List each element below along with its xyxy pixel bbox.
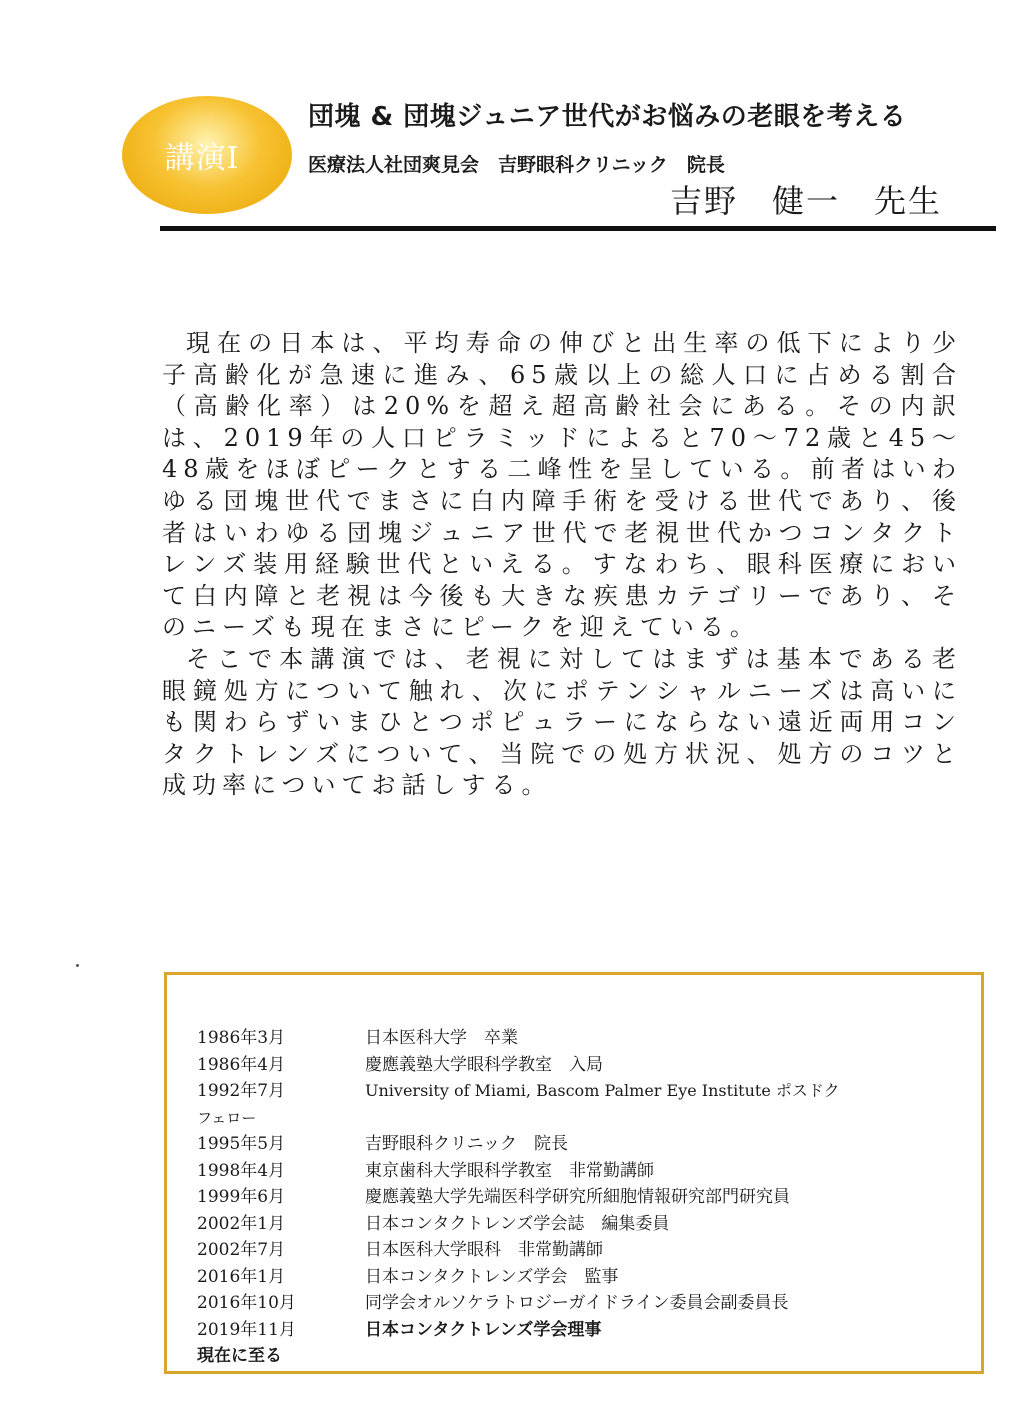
biography-list [197,1025,961,1370]
bio-desc: University of Miami, Bascom Palmer Eye Institute ポスドク [365,1081,840,1100]
bio-entry [197,1237,961,1264]
bio-date: 1986年4月 [197,1054,286,1075]
bio-entry-continuation [197,1105,961,1132]
bio-desc: 吉野眼科クリニック 院長 [365,1134,568,1154]
bio-entry [197,1264,961,1291]
bio-date: 1986年3月 [197,1028,286,1048]
bio-date: 2019年11月 [197,1319,296,1340]
header-divider [160,226,996,231]
bio-date: 1998年4月 [197,1160,286,1181]
bio-date: 1992年7月 [197,1081,286,1101]
bio-date: 1995年5月 [197,1134,286,1154]
bio-entry [197,1158,961,1185]
bio-date: 2002年1月 [197,1213,286,1234]
bio-entry [197,1211,961,1238]
bio-desc: 日本コンタクトレンズ学会理事 [365,1319,602,1340]
biography-box [164,972,984,1374]
abstract [162,328,962,802]
abstract-paragraph-1: 現在の日本は、平均寿命の伸びと出生率の低下により少子高齢化が急速に進み、65歳以上の総人口に占める割合（高齢化率）は20%を超え超高齢社会にある。その内訳は、2019年の人口ピラミッドによると70～72歳と45～48歳をほぼピークとする二峰性を呈している。前者はいわゆる団塊世代でまさに白内障手術を受ける世代であり、後者はいわゆる団塊ジュニア世代で老視世代かつコンタクトレンズ装用経験世代といえる。すなわち、眼科医療において白内障と老視は今後も大きな疾患カテゴリーであり、そのニーズも現在まさにピークを迎えている。 [162,329,962,642]
bio-desc: 同学会オルソケラトロジーガイドライン委員会副委員長 [365,1293,789,1313]
scan-speck [76,964,79,967]
bio-date: 2002年7月 [197,1240,286,1260]
bio-desc: 慶應義塾大学眼科学教室 入局 [365,1054,603,1075]
speaker-affiliation: 医療法人社団爽見会 吉野眼科クリニック 院長 [308,154,725,176]
speaker-name: 吉野 健一 先生 [669,182,942,220]
bio-entry [197,1052,961,1079]
bio-entry [197,1025,961,1052]
lecture-badge [122,96,292,214]
lecture-badge-label: 講演Ⅰ [164,141,240,176]
abstract-paragraph-2: そこで本講演では、老視に対してはまずは基本である老眼鏡処方について触れ、次にポテンシャルニーズは高いにも関わらずいまひとつポピュラーにならない遠近両用コンタクトレンズについて、当院での処方状況、処方のコツと成功率についてお話しする。 [162,644,962,800]
lecture-title: 団塊 & 団塊ジュニア世代がお悩みの老眼を考える [308,102,907,132]
bio-entry [197,1343,961,1370]
bio-date: 2016年1月 [197,1266,286,1287]
bio-entry [197,1317,961,1344]
bio-entry [197,1184,961,1211]
bio-desc: 日本医科大学眼科 非常勤講師 [365,1240,603,1260]
bio-date: フェロー [197,1108,257,1127]
bio-entry [197,1290,961,1317]
bio-date: 1999年6月 [197,1187,286,1207]
bio-date: 2016年10月 [197,1293,296,1313]
bio-entry [197,1131,961,1158]
bio-date: 現在に至る [197,1346,282,1366]
bio-desc: 日本医科大学 卒業 [365,1028,518,1048]
bio-desc: 日本コンタクトレンズ学会 監事 [365,1266,619,1287]
bio-entry [197,1078,961,1105]
bio-desc: 慶應義塾大学先端医科学研究所細胞情報研究部門研究員 [365,1187,790,1207]
bio-desc: 東京歯科大学眼科学教室 非常勤講師 [365,1160,654,1181]
bio-desc: 日本コンタクトレンズ学会誌 編集委員 [365,1213,670,1234]
